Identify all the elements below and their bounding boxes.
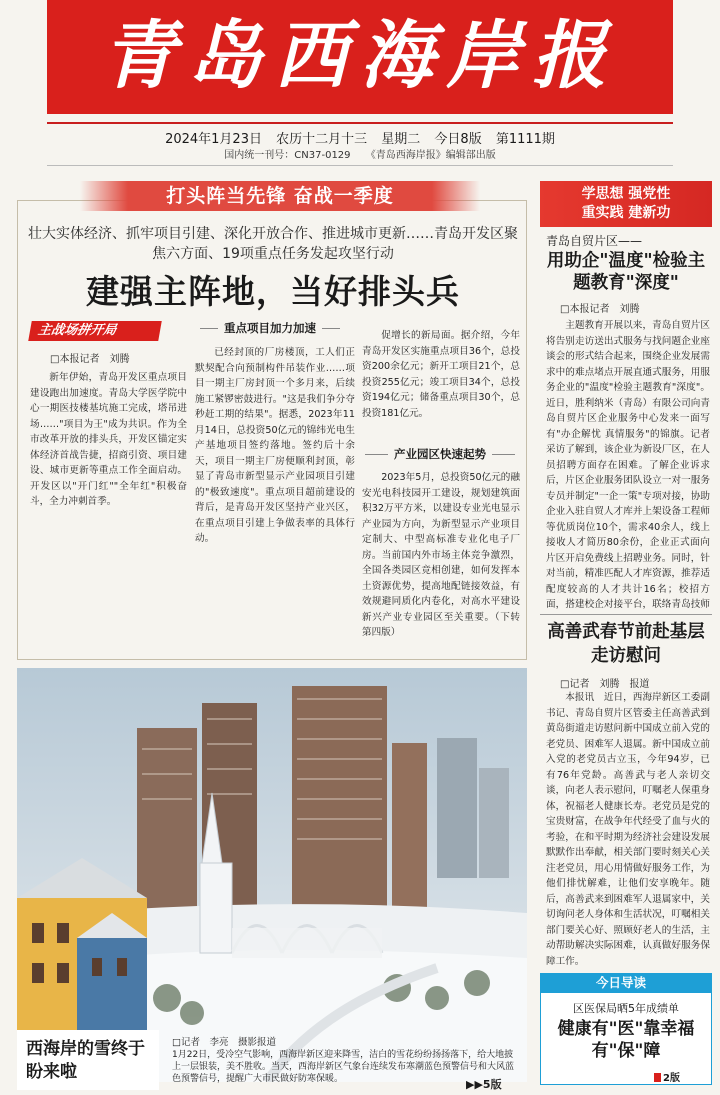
lead-deck: 壮大实体经济、抓牢项目引建、深化开放合作、推进城市更新……青岛开发区聚焦六方面、19项重点任务发起攻坚行动 [28,226,518,262]
lead-column-3b [362,470,520,655]
lead-column-2-text: 已经封顶的厂房楼顶，工人们正默契配合向预制构件吊装作业……项目一期主厂房封顶一个多月来，后续施工紧锣密鼓进行。"这是我们争分夺秒赶工期的结果"。据悉，2023年11月14日，总投资50亿元的锦纬光电生产基地项目签约落地。签约后十余天，项目一期主厂房便顺利封顶，彰显了青岛市新型显示产业园项目引建的"极致速度"。重点项目超前建设的背后，是青岛开发区坚持产业兴区，在重点项目引建上争做表率的具体行动。 [195,347,355,544]
digest-page-ref[interactable]: 2版 [654,1069,680,1084]
right-byline-2: □记者 刘腾 报道 [560,679,650,690]
right-body-2-text: 本报讯 近日，西海岸新区工委副书记、青岛自贸片区管委主任高善武到黄岛街道走访慰问新中国成立前入党的老党员、困难军人退属。新中国成立前入党的老党员古立玉，今年94岁，已有76年党龄。高善武与老人亲切交谈，向老人表示慰问，叮嘱老人保重身体，祝福老人健康长寿。老党员是党的宝贵财富，在战争年代经受了血与火的考验，在和平时期为经济社会建设发展默默作出奉献，相关部门要时刻关心关注老党员，用心用情做好服务工作，为他们排忧解难，让他们安享晚年。随后，高善武来到困难军人退属家中，关切询问老人身体和生活状况，叮嘱相关部门要关心好、照顾好老人的生活，主动帮助解决实际困难，认真做好服务保障工作。 [546,692,710,966]
right-body [546,318,710,610]
lead-column-3a-text: 促增长的新局面。据介绍，今年青岛开发区实施重点项目36个，总投资200余亿元；新开工项目21个，总投资255亿元；竣工项目34个，总投资194亿元；储备重点项目30个，总投资181亿元。 [362,330,520,419]
publisher: 《青岛西海岸报》编辑部出版 [365,150,496,161]
photo-caption-credit: □记者 李亮 摄影报道 [172,1037,276,1048]
lead-column-3b-text: 2023年5月，总投资50亿元的融安光电科技园开工建设，规划建筑面积32万平方米，以建设专业光电显示产业园为方向，为新型显示产业项目定制大、中型高标准专业化电子厂房。当前国内外市场主体竞争激烈，全国各类园区竞相创建，如何发挥本土资源优势，提高地配链接效益，有效规避同质化内卷化，对高水平建设新兴产业专业园区至关重要。（下转第四版） [362,472,520,638]
lead-subhead-1 [200,320,340,336]
digest-label: 今日导读 [540,973,712,993]
digest-kicker: 区医保局晒5年成绩单 [573,1002,679,1015]
lead-subhead-2-text: 产业园区快速起势 [388,447,492,461]
publication-info [47,146,673,166]
date: 2024年1月23日 [165,132,262,147]
right-byline: □本报记者 刘腾 [560,304,640,315]
dateline [47,122,673,147]
masthead [47,0,673,114]
snow-scene-illustration [17,668,527,1082]
photo-caption-title[interactable]: 西海岸的雪终于盼来啦 [26,1039,145,1082]
right-headline-2[interactable]: 高善武春节前赴基层走访慰问 [547,622,705,666]
issue-number: 第1111期 [495,132,555,147]
right-body-text: 主题教育开展以来，青岛自贸片区将告别走访送出式服务与找问题企业座谈会的形式结合起来，围绕企业发展需求中的难点堵点开展直通式服务，用服务企业的"温度"检验主题教育"深度"。近日，胜利纳米（青岛）有限公司向青岛自贸片区企业服务中心发来一面写有"办企解忧 真情服务"的锦旗。记者采访了解到，该企业为新设厂区，在人员招聘方面存在困难。了解企业诉求后，片区企业服务团队设立一对一服务专员并制定"一企一策"专项对接，协助企业入驻自贸人才库并上架设备工程师等优质岗位10个，需求40余人，线上接收人才简历80余份，企业正式面向片区开启免费线上招聘业务。同时，针对当前，精准匹配人才库资源，推荐适配度较高的人才共计16名；校招方面，搭建校企对接平台，联络青岛技师 [546,320,710,610]
right-headline[interactable]: 用助企"温度"检验主题教育"深度" [546,251,706,293]
page-count: 今日8版 [434,132,482,147]
lead-column-2 [195,345,355,655]
snow-photo [17,668,527,1082]
lead-headline[interactable]: 建强主阵地，当好排头兵 [86,272,460,311]
right-body-2 [546,690,710,966]
cn-number: 国内统一刊号：CN37-0129 [224,150,351,161]
lead-subhead-1-text: 重点项目加力加速 [218,321,322,335]
right-kicker: 青岛自贸片区—— [546,234,643,248]
lunar-date: 农历十二月十三 [276,132,368,147]
lead-byline: □本报记者 刘腾 [50,354,130,365]
right-divider [540,614,712,615]
lead-column-3a [362,328,520,423]
right-banner-line-2: 重实践 建新功 [581,205,671,221]
weekday: 星期二 [381,132,421,147]
lead-subhead-2 [365,446,515,462]
photo-page-ref[interactable]: ▶▶5版 [466,1078,502,1091]
lead-column-1 [30,370,187,655]
digest-headline[interactable]: 健康有"医"靠幸福有"保"障 [557,1019,695,1061]
column-tag: 主战场拼开局 [28,321,162,341]
lead-banner: 打头阵当先锋 奋战一季度 [80,181,480,211]
right-banner-line-1: 学思想 强党性 [581,186,671,202]
right-banner [540,181,712,227]
masthead-title: 青岛西海岸报 [102,13,618,99]
lead-column-1-text: 新年伊始，青岛开发区重点项目建设跑出加速度。青岛大学医学院中心一期医技楼基坑施工完成，塔吊进场……"项目为王"成为共识。作为全市改革开放的排头兵，开发区锚定实体经济首战告捷，招商引资、项目建设、城市更新等重点工作全面启动。开发区以"开门红""全年红"积极奋斗，全力冲刺首季。 [30,372,187,507]
photo-caption-text: 1月22日，受冷空气影响，西海岸新区迎来降雪，洁白的雪花纷纷扬扬落下，给大地披上一层银装，美不胜收。当天，西海岸新区气象台连续发布寒潮蓝色预警信号和大风蓝色预警信号，提醒广大市民做好防寒保暖。 [172,1050,515,1084]
